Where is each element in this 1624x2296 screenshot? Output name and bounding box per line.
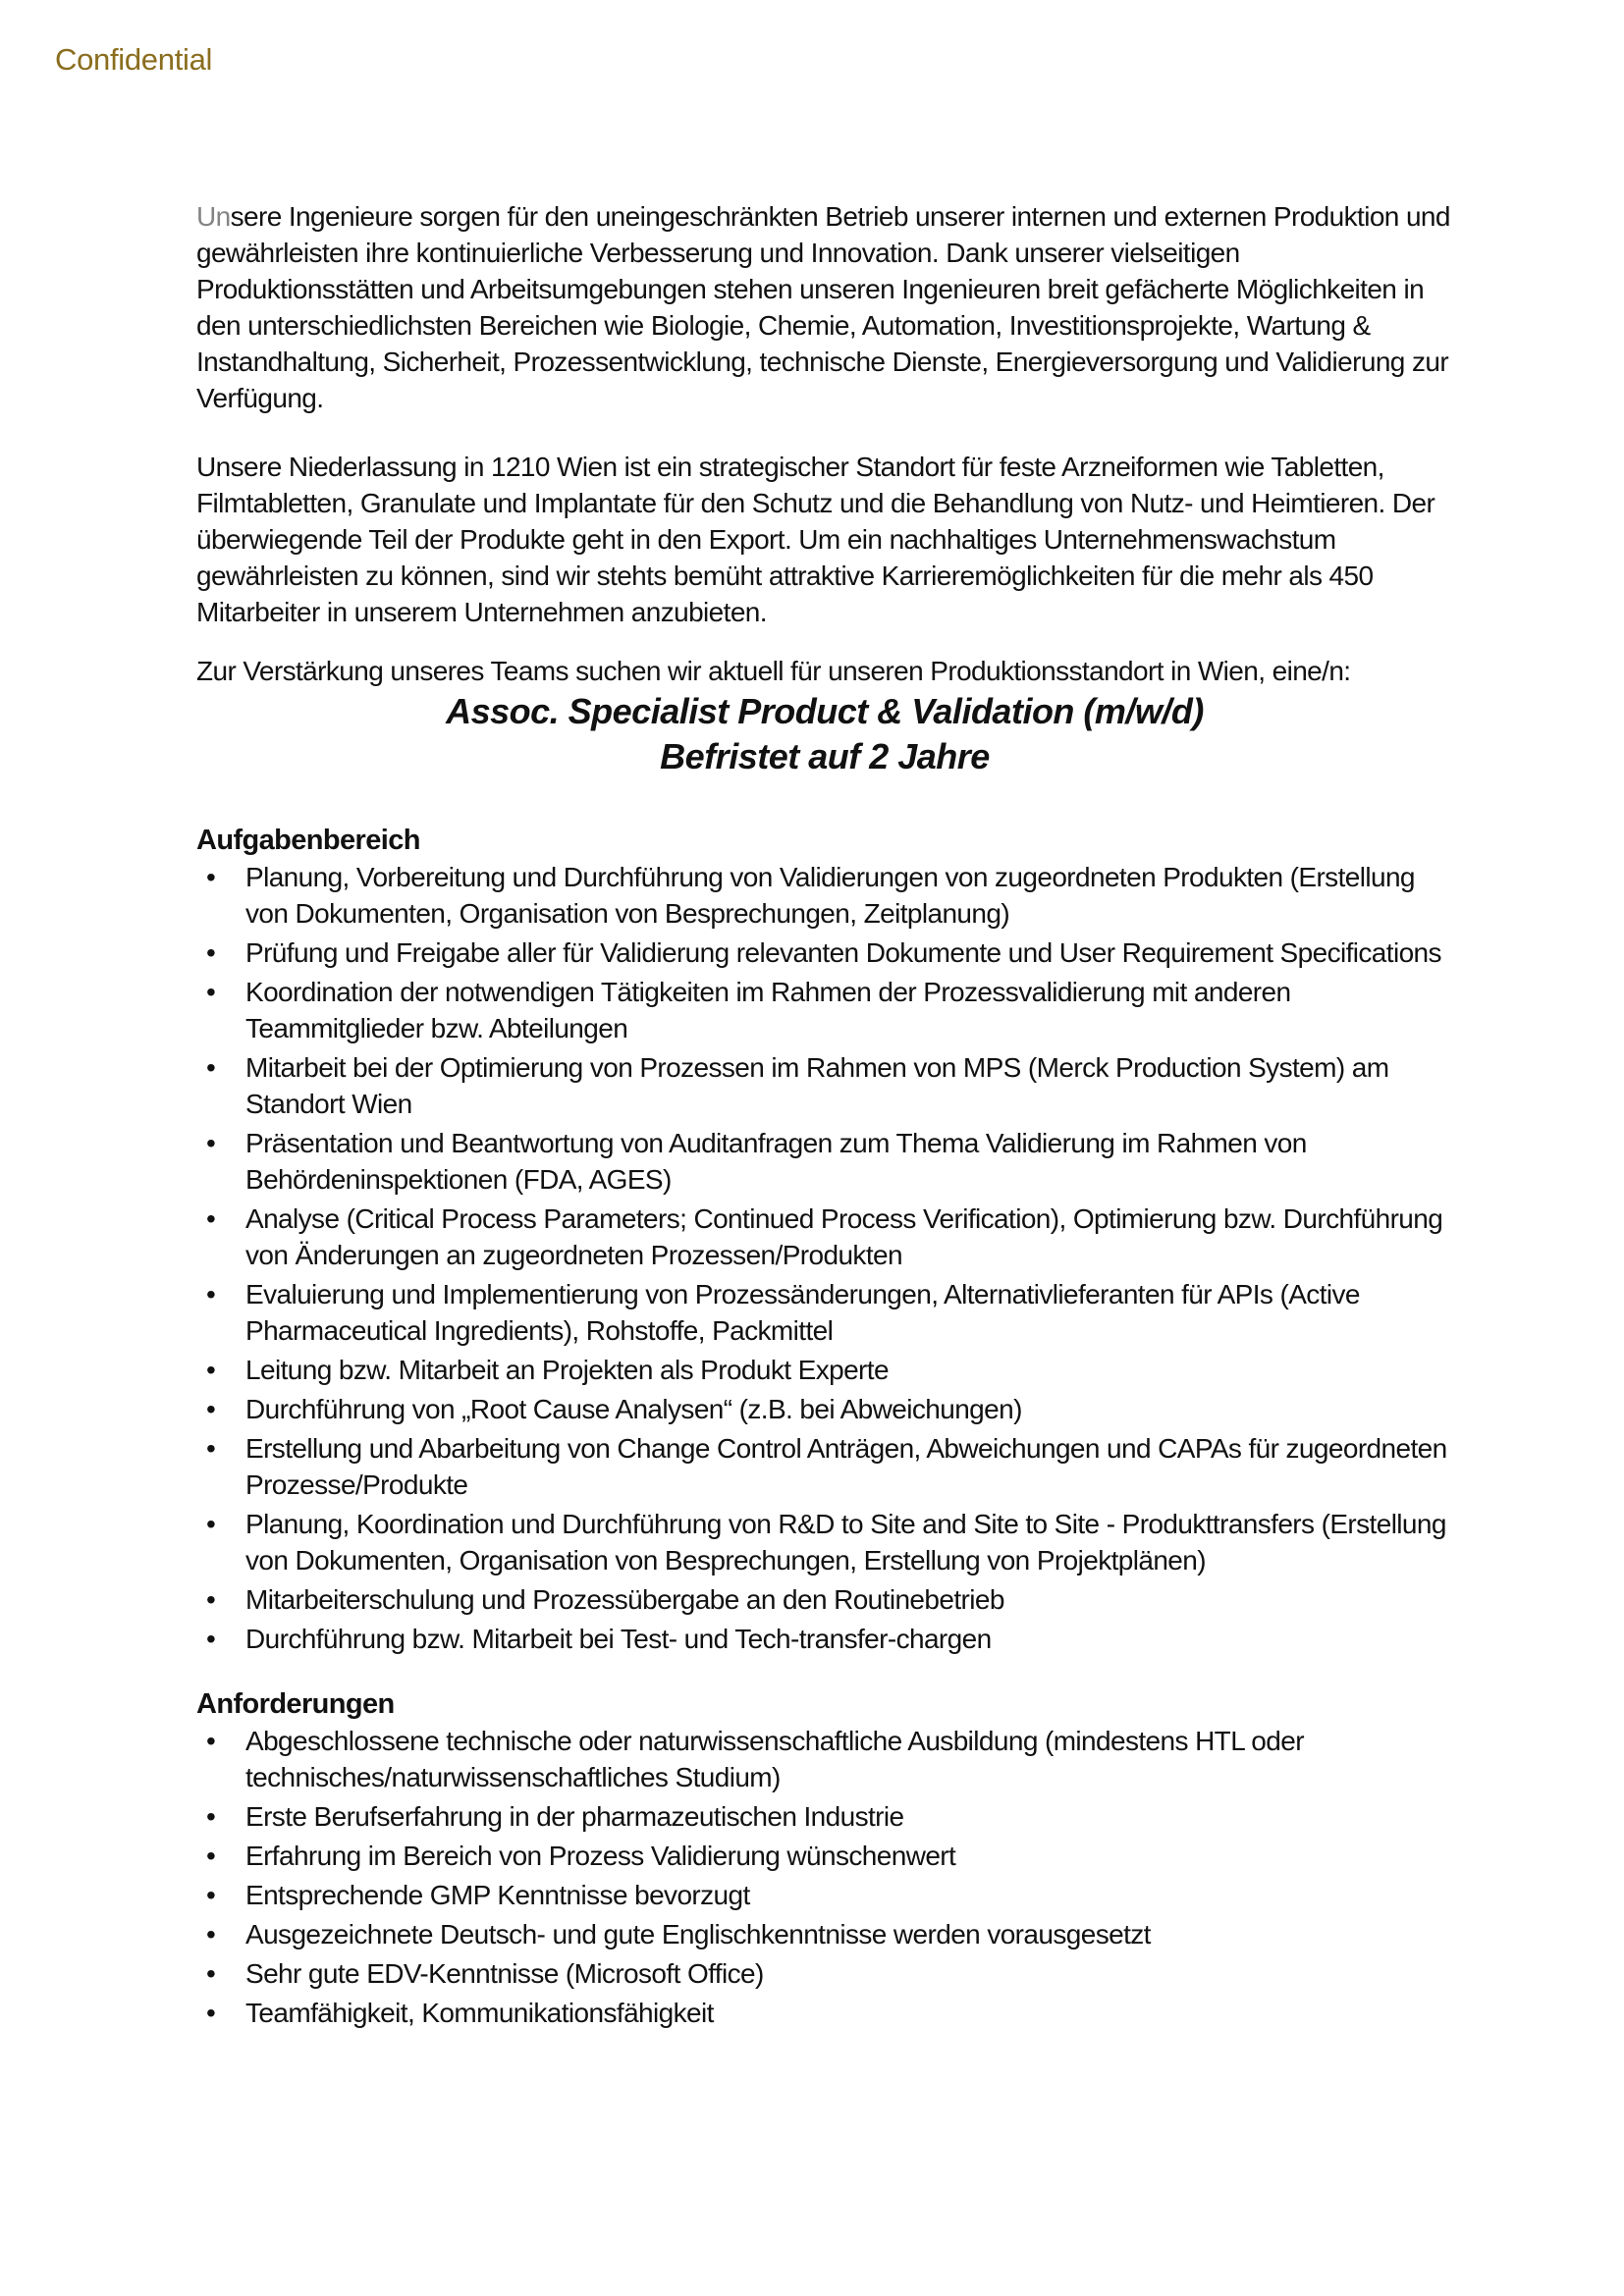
- task-item: • Mitarbeit bei der Optimierung von Prozessen im Rahmen von MPS (Merck Production System) am Standort Wien: [196, 1049, 1453, 1122]
- section-heading-anforderungen: Anforderungen: [196, 1688, 395, 1720]
- contract-duration: Befristet auf 2 Jahre: [660, 736, 990, 776]
- task-list: [196, 859, 1453, 1657]
- task-item: • Analyse (Critical Process Parameters; Continued Process Verification), Optimierung bzw. Durchführung von Änderungen an zugeordneten Prozessen/Produkten: [196, 1201, 1453, 1273]
- task-item: • Erstellung und Abarbeitung von Change Control Anträgen, Abweichungen und CAPAs für zugeordneten Prozesse/Produkte: [196, 1430, 1453, 1503]
- requirement-item: • Teamfähigkeit, Kommunikationsfähigkeit: [196, 1995, 1453, 2031]
- task-item: • Evaluierung und Implementierung von Prozessänderungen, Alternativlieferanten für APIs (Active Pharmaceutical Ingredients), Rohstoffe, Packmittel: [196, 1276, 1453, 1349]
- job-title: Assoc. Specialist Product & Validation (m/w/d): [446, 691, 1204, 731]
- task-item: • Mitarbeiterschulung und Prozessübergabe an den Routinebetrieb: [196, 1581, 1453, 1618]
- lead-in-line: Zur Verstärkung unseres Teams suchen wir aktuell für unseren Produktionsstandort in Wien, eine/n:: [196, 656, 1351, 686]
- task-item: • Planung, Vorbereitung und Durchführung von Validierungen von zugeordneten Produkten (Erstellung von Dokumenten, Organisation von Besprechungen, Zeitplanung): [196, 859, 1453, 932]
- requirement-item: • Sehr gute EDV-Kenntnisse (Microsoft Office): [196, 1955, 1453, 1992]
- document-content: [196, 198, 1453, 2034]
- task-item: • Koordination der notwendigen Tätigkeiten im Rahmen der Prozessvalidierung mit anderen Teammitglieder bzw. Abteilungen: [196, 974, 1453, 1046]
- task-item: • Durchführung von „Root Cause Analysen“ (z.B. bei Abweichungen): [196, 1391, 1453, 1427]
- paragraph-1-text: sere Ingenieure sorgen für den uneingeschränkten Betrieb unserer internen und externen Produktion und gewährleisten ihre kontinuierliche Verbesserung und Innovation. Dank unserer vielseitigen Produktionsstätten und Arbeitsumgebungen stehen unseren Ingenieuren breit gefächerte Möglichkeiten in den unterschiedlichsten Bereichen wie Biologie, Chemie, Automation, Investitionsprojekte, Wartung & Instandhaltung, Sicherheit, Prozessentwicklung, technische Dienste, Energieversorgung und Validierung zur Verfügung.: [196, 201, 1450, 413]
- section-heading-aufgabenbereich: Aufgabenbereich: [196, 825, 420, 856]
- requirement-item: • Ausgezeichnete Deutsch- und gute Englischkenntnisse werden vorausgesetzt: [196, 1916, 1453, 1952]
- task-item: • Prüfung und Freigabe aller für Validierung relevanten Dokumente und User Requirement Specifications: [196, 934, 1453, 971]
- requirement-item: • Erste Berufserfahrung in der pharmazeutischen Industrie: [196, 1798, 1453, 1835]
- requirement-item: • Erfahrung im Bereich von Prozess Validierung wünschenwert: [196, 1838, 1453, 1874]
- task-item: • Präsentation und Beantwortung von Auditanfragen zum Thema Validierung im Rahmen von Behördeninspektionen (FDA, AGES): [196, 1125, 1453, 1198]
- task-item: • Leitung bzw. Mitarbeit an Projekten als Produkt Experte: [196, 1352, 1453, 1388]
- paragraph-gray-prefix: Un: [196, 201, 231, 232]
- task-item: • Planung, Koordination und Durchführung von R&D to Site and Site to Site - Produkttransfers (Erstellung von Dokumenten, Organisation von Besprechungen, Erstellung von Projektplänen): [196, 1506, 1453, 1578]
- requirement-item: • Entsprechende GMP Kenntnisse bevorzugt: [196, 1877, 1453, 1913]
- requirement-item: • Abgeschlossene technische oder naturwissenschaftliche Ausbildung (mindestens HTL oder technisches/naturwissenschaftliches Studium): [196, 1723, 1453, 1795]
- confidential-watermark: Confidential: [55, 42, 213, 77]
- intro-paragraph-2: Unsere Niederlassung in 1210 Wien ist ein strategischer Standort für feste Arzneiformen wie Tabletten, Filmtabletten, Granulate und Implantate für den Schutz und die Behandlung von Nutz- und Heimtieren. Der überwiegende Teil der Produkte geht in den Export. Um ein nachhaltiges Unternehmenswachstum gewährleisten zu können, sind wir stehts bemüht attraktive Karrieremöglichkeiten für die mehr als 450 Mitarbeiter in unserem Unternehmen anzubieten.: [196, 452, 1435, 627]
- intro-paragraph-1: [196, 198, 1453, 416]
- requirement-list: [196, 1723, 1453, 2031]
- task-item: • Durchführung bzw. Mitarbeit bei Test- und Tech-transfer-chargen: [196, 1621, 1453, 1657]
